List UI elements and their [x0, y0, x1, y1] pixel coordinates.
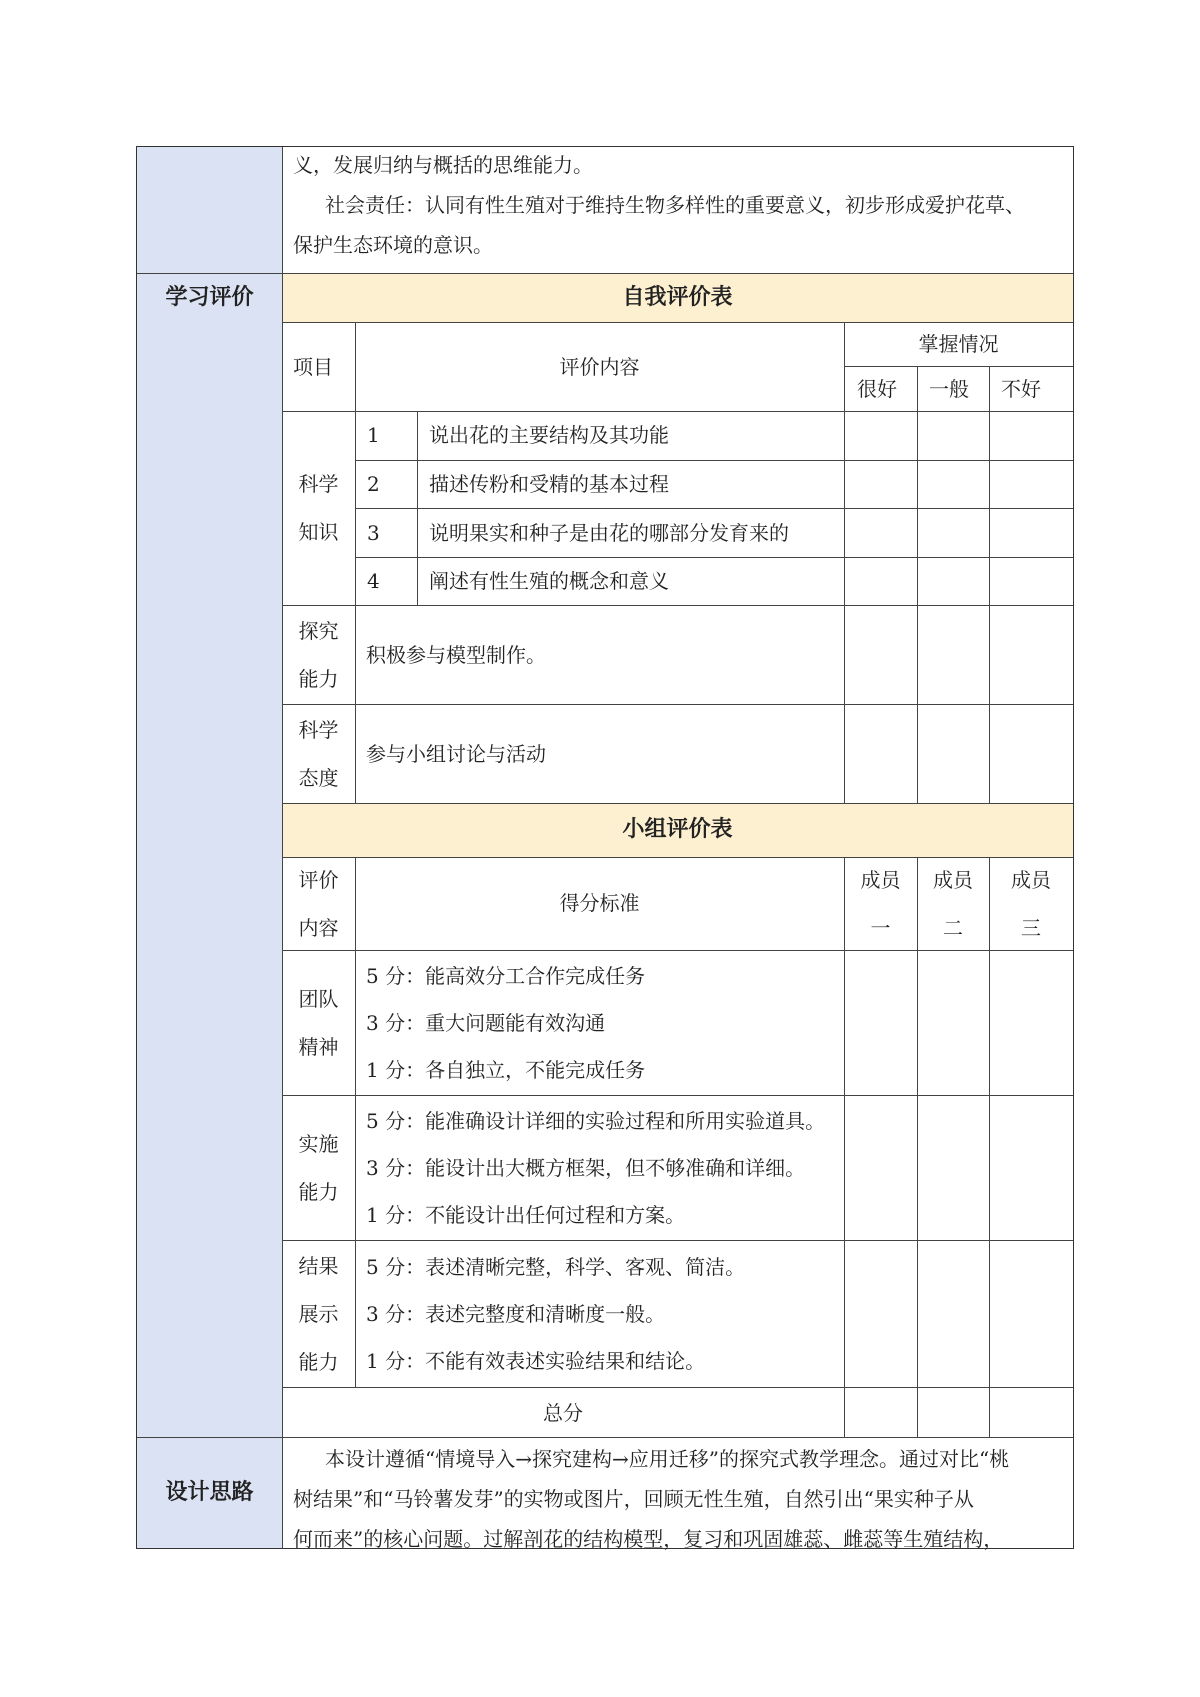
lesson-plan-table [136, 146, 1074, 1549]
implementation-criterion-5: 5 分：能准确设计详细的实验过程和所用实验道具。 [366, 1109, 826, 1133]
knowledge-text-3: 说明果实和种子是由花的哪部分发育来的 [429, 521, 789, 545]
attitude-label-line-1: 科学 [298, 717, 339, 742]
group-col-content-line-2: 内容 [298, 915, 339, 940]
inquiry-label-line-2: 能力 [298, 666, 339, 691]
knowledge-label-line-2: 知识 [298, 520, 339, 544]
knowledge-no-1: 1 [367, 423, 380, 447]
knowledge-text-2: 描述传粉和受精的基本过程 [429, 472, 669, 496]
knowledge-no-2: 2 [367, 472, 380, 496]
member-3-line-2: 三 [1021, 915, 1041, 940]
design-line-1: 本设计遵循“情境导入→探究建构→应用迁移”的探究式教学理念。通过对比“桃 [325, 1447, 1010, 1471]
team-spirit-label [282, 950, 355, 1095]
knowledge-group-label [282, 411, 355, 605]
member-1-line-1: 成员 [860, 867, 901, 892]
attitude-label-line-2: 态度 [298, 765, 339, 790]
design-line-2: 树结果”和“马铃薯发芽”的实物或图片，回顾无性生殖，自然引出“果实种子从 [293, 1487, 974, 1511]
member-3-header [989, 857, 1073, 950]
design-text [293, 1439, 1068, 1559]
knowledge-no-4: 4 [367, 569, 380, 593]
presentation-criteria [366, 1244, 745, 1385]
col-item-header: 项目 [293, 355, 333, 379]
member-2-line-1: 成员 [933, 867, 973, 892]
member-2-line-2: 二 [943, 915, 963, 940]
implementation-label [282, 1095, 355, 1240]
attitude-group-label [282, 704, 355, 803]
level-very-good: 很好 [857, 377, 897, 401]
col-mastery-header: 掌握情况 [918, 332, 999, 356]
presentation-line-2: 展示 [298, 1301, 339, 1326]
level-poor: 不好 [1001, 377, 1041, 401]
knowledge-no-3: 3 [367, 521, 380, 545]
presentation-line-3: 能力 [298, 1349, 339, 1374]
knowledge-text-1: 说出花的主要结构及其功能 [429, 423, 669, 447]
objective-line-2: 社会责任：认同有性生殖对于维持生物多样性的重要意义，初步形成爱护花草、 [325, 193, 1025, 217]
team-spirit-line-1: 团队 [298, 986, 339, 1011]
team-spirit-criterion-3: 3 分：重大问题能有效沟通 [366, 1011, 606, 1035]
inquiry-label-line-1: 探究 [298, 618, 339, 643]
presentation-criterion-5: 5 分：表述清晰完整，科学、客观、简洁。 [366, 1255, 746, 1279]
group-col-content-header [282, 857, 355, 950]
objective-text [293, 145, 1063, 265]
presentation-line-1: 结果 [298, 1253, 339, 1278]
implementation-criterion-3: 3 分：能设计出大概方框架，但不够准确和详细。 [366, 1156, 806, 1180]
team-spirit-criterion-1: 1 分：各自独立，不能完成任务 [366, 1058, 646, 1082]
left-label-column [137, 147, 282, 1548]
inquiry-group-label [282, 605, 355, 704]
presentation-criterion-1: 1 分：不能有效表述实验结果和结论。 [366, 1349, 706, 1373]
member-1-header [844, 857, 917, 950]
learning-eval-label: 学习评价 [165, 285, 254, 310]
total-label: 总分 [543, 1401, 583, 1425]
group-eval-title: 小组评价表 [622, 817, 733, 842]
implementation-line-2: 能力 [298, 1179, 339, 1204]
design-label: 设计思路 [165, 1480, 254, 1505]
member-3-line-1: 成员 [1011, 867, 1051, 892]
group-col-content-line-1: 评价 [298, 867, 339, 892]
presentation-criterion-3: 3 分：表述完整度和清晰度一般。 [366, 1302, 666, 1326]
member-2-header [917, 857, 989, 950]
objective-line-3: 保护生态环境的意识。 [293, 233, 493, 257]
objective-line-1: 义，发展归纳与概括的思维能力。 [293, 153, 593, 177]
self-eval-title: 自我评价表 [622, 285, 733, 310]
group-col-standard-header: 得分标准 [559, 891, 640, 915]
team-spirit-criteria [366, 953, 645, 1094]
level-average: 一般 [929, 377, 969, 401]
implementation-criterion-1: 1 分：不能设计出任何过程和方案。 [366, 1203, 686, 1227]
implementation-line-1: 实施 [298, 1131, 339, 1156]
attitude-text: 参与小组讨论与活动 [366, 742, 546, 766]
knowledge-text-4: 阐述有性生殖的概念和意义 [429, 569, 669, 593]
team-spirit-line-2: 精神 [298, 1034, 339, 1059]
implementation-criteria [366, 1098, 825, 1239]
design-line-3: 何而来”的核心问题。过解剖花的结构模型，复习和巩固雄蕊、雌蕊等生殖结构， [293, 1527, 1004, 1551]
col-content-header: 评价内容 [559, 355, 640, 379]
inquiry-text: 积极参与模型制作。 [366, 643, 546, 667]
member-1-line-2: 一 [870, 915, 891, 940]
presentation-label [282, 1240, 355, 1387]
team-spirit-criterion-5: 5 分：能高效分工合作完成任务 [366, 964, 646, 988]
knowledge-label-line-1: 科学 [298, 472, 339, 496]
